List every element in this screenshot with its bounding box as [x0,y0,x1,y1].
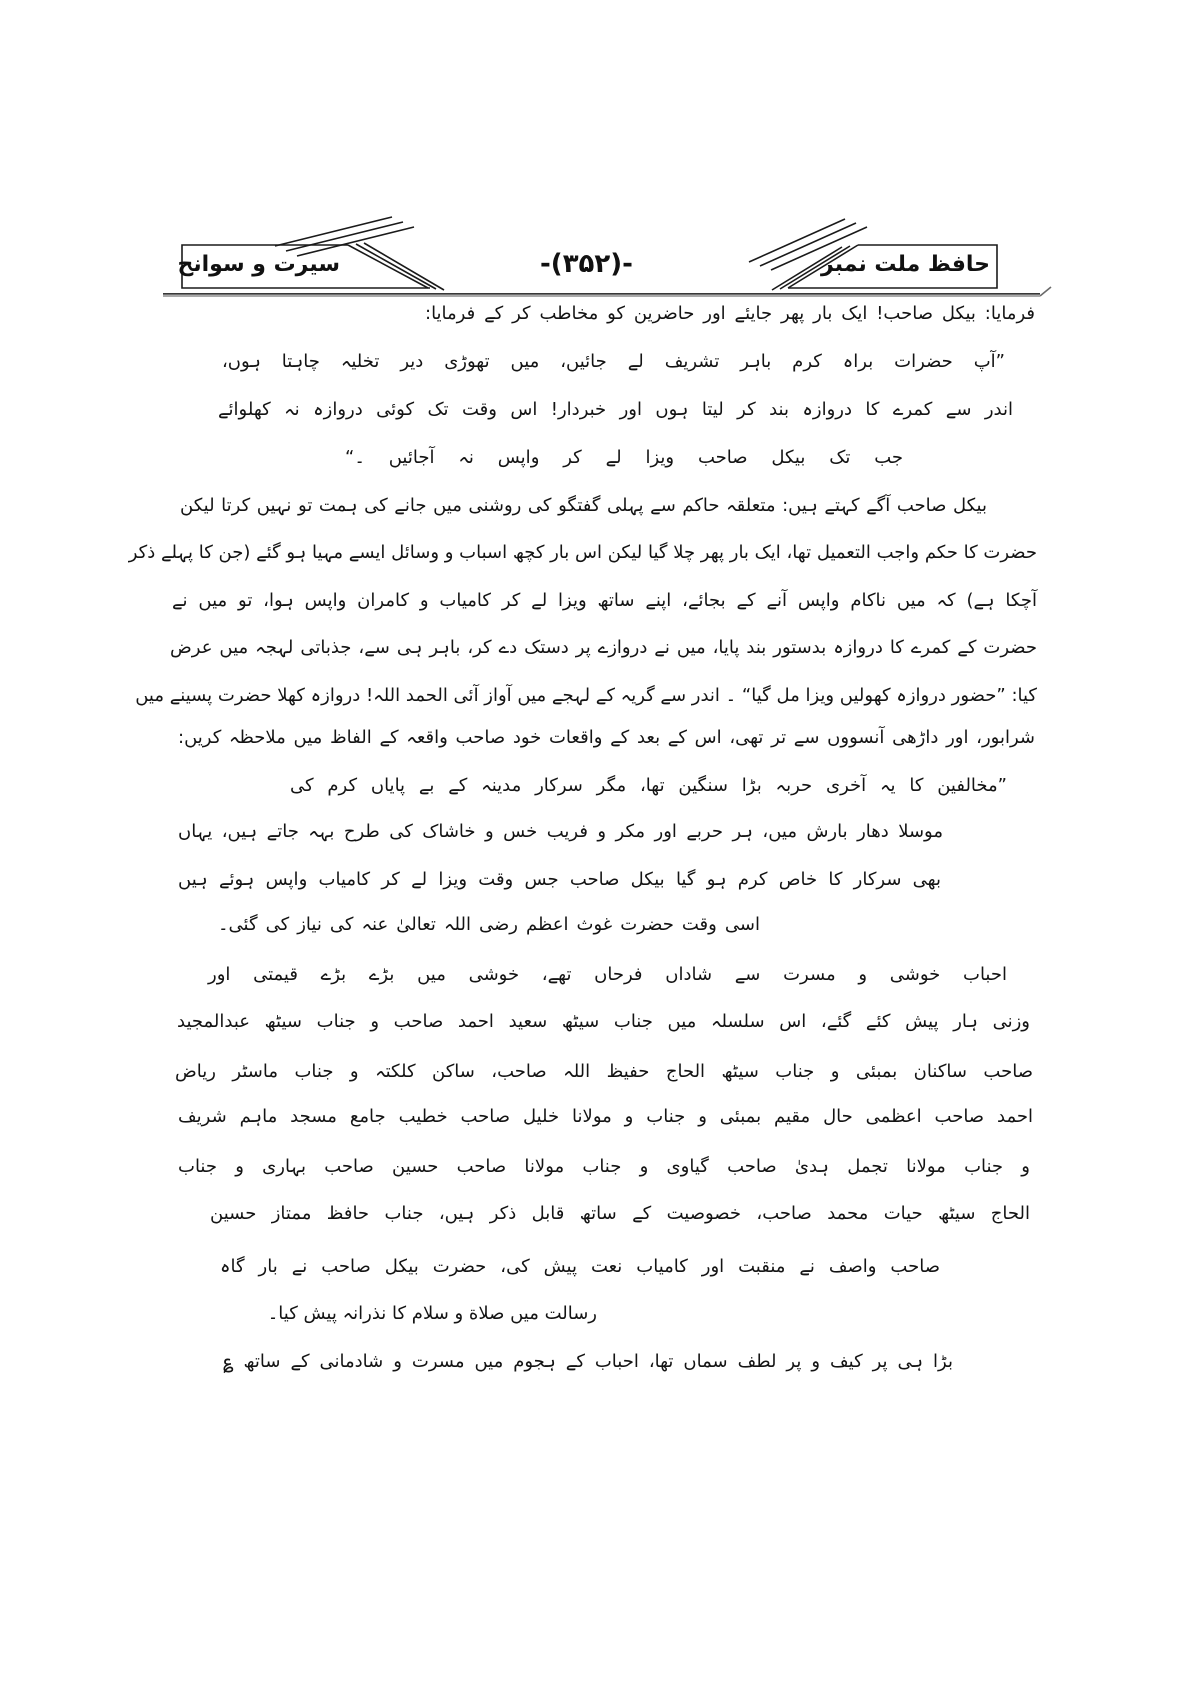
body-text-line-17: صاحب ساکنان بمبئی و جناب سیٹھ الحاج حفیظ اللہ صاحب، ساکن کلکتہ و جناب ماسٹر ریاض [175,1061,1033,1082]
body-text-line-21: صاحب واصف نے منقبت اور کامیاب نعت پیش کی، حضرت بیکل صاحب نے بار گاہ [220,1256,940,1277]
body-text-line-6: حضرت کا حکم واجب التعمیل تھا، ایک بار پھر چلا گیا لیکن اس بار کچھ اسباب و وسائل ایسے مہیا ہو گئے (جن کا پہلے ذکر [128,542,1037,563]
body-text-line-7: آچکا ہے) کہ میں ناکام واپس آنے کے بجائے، اپنے ساتھ ویزا لے کر کامیاب و کامران واپس ہوا، تو میں نے [172,590,1037,611]
body-text-line-9: کیا: ”حضور دروازہ کھولیں ویزا مل گیا“ ۔ اندر سے گریہ کے لہجے میں آواز آئی الحمد اللہ! دروازہ کھلا حضرت پسینے میں [135,685,1037,706]
body-text-line-15: احباب خوشی و مسرت سے شاداں فرحاں تھے، خوشی میں بڑے بڑے قیمتی اور [208,964,1007,985]
body-text-line-13: بھی سرکار کا خاص کرم ہو گیا بیکل صاحب جس وقت ویزا لے کر کامیاب واپس ہوئے ہیں [178,869,941,890]
body-text-line-11: ”مخالفین کا یہ آخری حربہ بڑا سنگین تھا، مگر سرکار مدینہ کے بے پایاں کرم کی [290,775,1007,796]
body-text-line-2: ”آپ حضرات براہ کرم باہر تشریف لے جائیں، میں تھوڑی دیر تخلیہ چاہتا ہوں، [222,351,1005,372]
body-text-line-22: رسالت میں صلاة و سلام کا نذرانہ پیش کیا۔ [267,1303,597,1324]
body-text-line-19: و جناب مولانا تجمل ہدیٰ صاحب گیاوی و جناب مولانا صاحب حسین صاحب بہاری و جناب [178,1156,1030,1177]
page-number: -(۳۵۲)- [540,249,633,279]
body-text-line-14: اسی وقت حضرت غوث اعظم رضی اللہ تعالیٰ عنہ کی نیاز کی گئی۔ [218,914,760,935]
body-text-line-23: بڑا ہی پر کیف و پر لطف سماں تھا، احباب کے ہجوم میں مسرت و شادمانی کے ساتھ ؏ [223,1351,953,1372]
body-text-line-18: احمد صاحب اعظمی حال مقیم بمبئی و جناب و مولانا خلیل صاحب خطیب جامع مسجد ماہم شریف [178,1106,1033,1127]
body-text-line-5: بیکل صاحب آگے کہتے ہیں: متعلقہ حاکم سے پہلی گفتگو کی روشنی میں جانے کی ہمت تو نہیں کرتا لیکن [180,495,987,516]
body-text-line-16: وزنی ہار پیش کئے گئے، اس سلسلہ میں جناب سیٹھ سعید احمد صاحب و جناب سیٹھ عبدالمجید [177,1011,1030,1032]
header-right-tab-label: حافظ ملت نمبر [821,252,990,277]
body-text-line-3: اندر سے کمرے کا دروازہ بند کر لیتا ہوں اور خبردار! اس وقت تک کوئی دروازہ نہ کھلوائے [218,399,1013,420]
body-text-line-20: الحاج سیٹھ حیات محمد صاحب، خصوصیت کے ساتھ قابل ذکر ہیں، جناب حافظ ممتاز حسین [210,1203,1030,1224]
body-text-line-1: فرمایا: بیکل صاحب! ایک بار پھر جایئے اور حاضرین کو مخاطب کر کے فرمایا: [425,303,1035,324]
body-text-line-4: جب تک بیکل صاحب ویزا لے کر واپس نہ آجائیں ۔“ [345,447,903,468]
body-text-line-12: موسلا دھار بارش میں، ہر حربے اور مکر و فریب خس و خاشاک کی طرح بہہ جاتے ہیں، یہاں [178,821,943,842]
body-text-line-8: حضرت کے کمرے کا دروازہ بدستور بند پایا، میں نے دروازے پر دستک دے کر، باہر ہی سے، جذباتی لہجہ میں عرض [170,637,1037,658]
body-text-line-10: شرابور، اور داڑھی آنسووں سے تر تھی، اس کے بعد کے واقعات خود صاحب واقعہ کے الفاظ میں ملاحظہ کریں: [178,727,1035,748]
header-left-tab-label: سیرت و سوانح [177,252,340,277]
